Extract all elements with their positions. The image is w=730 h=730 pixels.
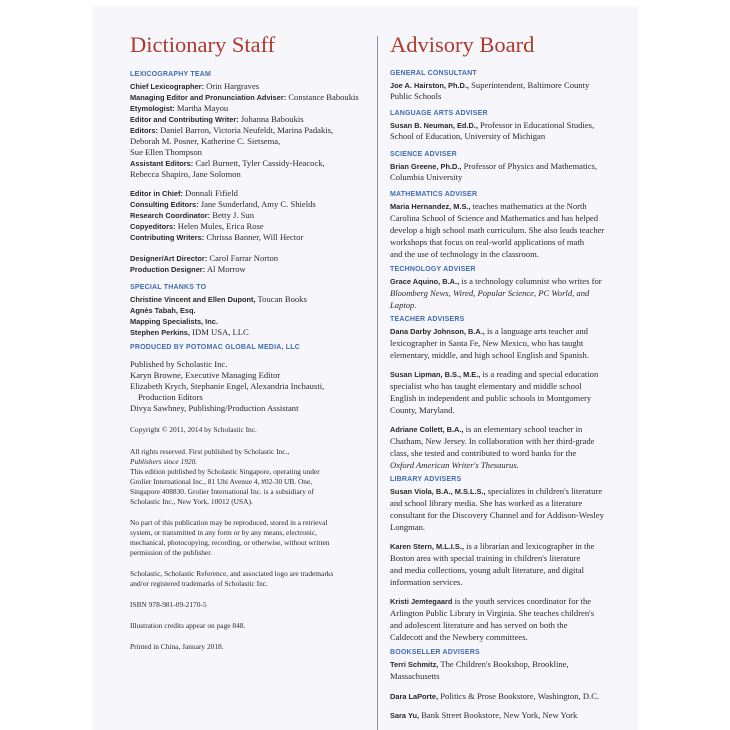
- adviser-entry-cont: Caldecott and the Newbery committees.: [390, 632, 528, 642]
- rights-line: Singapore 408830. Grolier International Inc. is a subsidiary of: [130, 487, 314, 496]
- publisher-line: Published by Scholastic Inc.: [130, 359, 228, 369]
- thanks-line: Christine Vincent and Ellen Dupont, Toucan Books: [130, 294, 307, 304]
- adviser-entry-cont: develop a high school math curriculum. She also leads teacher: [390, 225, 605, 235]
- staff-line: Chief Lexicographer: Orin Hargraves: [130, 81, 260, 91]
- adviser-entry-cont: Chatham, New Jersey. In collaboration with her third-grade: [390, 436, 595, 446]
- staff-line: Production Designer: Al Morrow: [130, 264, 246, 274]
- adviser-entry: Susan Viola, B.A., M.S.L.S., specializes in children's literature: [390, 486, 603, 496]
- staff-line: Editor in Chief: Donnali Fifield: [130, 188, 238, 198]
- adviser-entry-cont: class, she tested and contributed to word banks for the: [390, 448, 577, 458]
- adviser-entry-cont: and the use of technology in the classroom.: [390, 249, 539, 259]
- copyright-line: Copyright © 2011, 2014 by Scholastic Inc.: [130, 425, 257, 434]
- staff-line: Contributing Writers: Chrissa Banner, Will Hector: [130, 232, 304, 242]
- teacher-advisers-heading: TEACHER ADVISERS: [390, 316, 465, 323]
- publisher-line: Divya Sawhney, Publishing/Production Assistant: [130, 403, 299, 413]
- adviser-entry: Sara Yu, Bank Street Bookstore, New York, New York: [390, 710, 578, 720]
- staff-line: Assistant Editors: Carl Burnett, Tyler Cassidy-Heacock,: [130, 158, 325, 168]
- adviser-entry-cont: Arlington Public Library in Virginia. She teaches children's: [390, 608, 595, 618]
- adviser-entry: Adriane Collett, B.A., is an elementary school teacher in: [390, 424, 583, 434]
- advisory-board-title: Advisory Board: [390, 32, 535, 57]
- adviser-entry-cont: specialist who has taught elementary and middle school: [390, 381, 582, 391]
- adviser-entry-cont: lexicographer in Santa Fe, New Mexico, who has taught: [390, 338, 584, 348]
- trademark-line: and/or registered trademarks of Scholastic Inc.: [130, 579, 268, 588]
- staff-line-cont: Sue Ellen Thompson: [130, 147, 202, 157]
- no-part-line: system, or transmitted in any form or by any means, electronic,: [130, 528, 317, 537]
- adviser-entry: Susan Lipman, B.S., M.E., is a reading and special education: [390, 369, 599, 379]
- staff-line-cont: Deborah M. Posner, Katherine C. Sietsema,: [130, 136, 281, 146]
- adviser-entry: Dana Darby Johnson, B.A., is a language arts teacher and: [390, 326, 588, 336]
- trademark-line: Scholastic, Scholastic Reference, and associated logo are trademarks: [130, 569, 334, 578]
- adviser-entry-cont: English in independent and public schools in Montgomery: [390, 393, 592, 403]
- staff-line: Editor and Contributing Writer: Johanna Baboukis: [130, 114, 304, 124]
- adviser-entry-cont: consultant for the Discovery Channel and for Addison-Wesley: [390, 510, 604, 520]
- staff-line: Editors: Daniel Barron, Victoria Neufeldt, Marina Padakis,: [130, 125, 334, 135]
- staff-line-cont: Rebecca Shapiro, Jane Solomon: [130, 169, 241, 179]
- adviser-entry-cont: Public Schools: [390, 91, 442, 101]
- adviser-entry-cont: Laptop.: [390, 300, 417, 310]
- no-part-line: permission of the publisher.: [130, 548, 213, 557]
- dictionary-staff-title: Dictionary Staff: [130, 32, 276, 57]
- staff-line: Consulting Editors: Jane Sunderland, Amy C. Shields: [130, 199, 316, 209]
- adviser-entry-cont: and school library media. She has worked as a literature: [390, 498, 583, 508]
- no-part-line: mechanical, photocopying, recording, or otherwise, without written: [130, 538, 330, 547]
- technology-heading: TECHNOLOGY ADVISER: [390, 266, 476, 273]
- thanks-line: Agnès Tabah, Esq.: [130, 306, 196, 315]
- thanks-line: Stephen Perkins, IDM USA, LLC: [130, 327, 249, 337]
- science-heading: SCIENCE ADVISER: [390, 151, 457, 158]
- rights-line: This edition published by Scholastic Singapore, operating under: [130, 467, 320, 476]
- adviser-entry-cont: and media collections, young adult literature, and digital: [390, 565, 585, 575]
- illustration-credits-line: Illustration credits appear on page 848.: [130, 621, 246, 630]
- rights-line: Publishers since 1920.: [130, 457, 198, 466]
- printed-line: Printed in China, January 2018.: [130, 642, 224, 651]
- staff-line: Copyeditors: Helen Mules, Erica Rose: [130, 221, 264, 231]
- adviser-entry-cont: and adolescent literature and has served on both the: [390, 620, 568, 630]
- staff-line: Managing Editor and Pronunciation Adviser: Constance Baboukis: [130, 92, 359, 102]
- adviser-entry-cont: Columbia University: [390, 172, 463, 182]
- staff-line: Research Coordinator: Betty J. Sun: [130, 210, 255, 220]
- adviser-entry: Brian Greene, Ph.D., Professor of Physics and Mathematics,: [390, 161, 598, 171]
- rights-line: Grolier International Inc., 81 Ubi Avenue 4, #02-30 UB. One,: [130, 477, 313, 486]
- book-page: [92, 6, 638, 730]
- staff-line: Designer/Art Director: Carol Farrar Norton: [130, 253, 279, 263]
- adviser-entry-cont: Massachusetts: [390, 671, 440, 681]
- publisher-line: Elizabeth Krych, Stephanie Engel, Alexandria Inchausti,: [130, 381, 325, 391]
- library-advisers-heading: LIBRARY ADVISERS: [390, 476, 462, 483]
- adviser-entry-cont: Bloomberg News, Wired, Popular Science, PC World, and: [390, 288, 590, 298]
- rights-line: Scholastic Inc., New York, 10012 (USA).: [130, 497, 253, 506]
- rights-line: All rights reserved. First published by Scholastic Inc.,: [130, 447, 290, 456]
- mathematics-heading: MATHEMATICS ADVISER: [390, 191, 478, 198]
- adviser-entry: Susan B. Neuman, Ed.D., Professor in Educational Studies,: [390, 120, 595, 130]
- adviser-entry: Maria Hernandez, M.S., teaches mathematics at the North: [390, 201, 587, 211]
- bookseller-advisers-heading: BOOKSELLER ADVISERS: [390, 649, 480, 656]
- produced-by-heading: PRODUCED BY POTOMAC GLOBAL MEDIA, LLC: [130, 344, 300, 351]
- thanks-line: Mapping Specialists, Inc.: [130, 317, 218, 326]
- adviser-entry-cont: workshops that focus on real-world applications of math: [390, 237, 585, 247]
- lexicography-team-heading: LEXICOGRAPHY TEAM: [130, 71, 212, 78]
- isbn-line: ISBN 978-981-09-2170-5: [130, 600, 207, 609]
- adviser-entry: Dara LaPorte, Politics & Prose Bookstore, Washington, D.C.: [390, 691, 600, 701]
- publisher-line: Production Editors: [138, 392, 203, 402]
- adviser-entry-cont: Oxford American Writer's Thesaurus.: [390, 460, 519, 470]
- adviser-entry: Karen Stern, M.L.I.S., is a librarian and lexicographer in the: [390, 541, 595, 551]
- staff-line: Etymologist: Martha Mayou: [130, 103, 229, 113]
- adviser-entry-cont: Longman.: [390, 522, 426, 532]
- adviser-entry: Joe A. Hairston, Ph.D., Superintendent, Baltimore County: [390, 80, 590, 90]
- adviser-entry-cont: Carolina School of Science and Mathematics and has helped: [390, 213, 599, 223]
- language-arts-heading: LANGUAGE ARTS ADVISER: [390, 110, 488, 117]
- adviser-entry: Grace Aquino, B.A., is a technology columnist who writes for: [390, 276, 602, 286]
- publisher-line: Karyn Browne, Executive Managing Editor: [130, 370, 281, 380]
- no-part-line: No part of this publication may be reproduced, stored in a retrieval: [130, 518, 328, 527]
- column-divider: [377, 36, 378, 730]
- general-consultant-heading: GENERAL CONSULTANT: [390, 70, 477, 77]
- adviser-entry-cont: information services.: [390, 577, 463, 587]
- adviser-entry: Kristi Jemtegaard is the youth services coordinator for the: [390, 596, 592, 606]
- adviser-entry-cont: Boston area with special training in children's literature: [390, 553, 581, 563]
- adviser-entry-cont: School of Education, University of Michigan: [390, 131, 546, 141]
- adviser-entry: Terri Schmitz, The Children's Bookshop, Brookline,: [390, 659, 569, 669]
- adviser-entry-cont: elementary, middle, and high school English and Spanish.: [390, 350, 589, 360]
- adviser-entry-cont: County, Maryland.: [390, 405, 455, 415]
- special-thanks-heading: SPECIAL THANKS TO: [130, 284, 207, 291]
